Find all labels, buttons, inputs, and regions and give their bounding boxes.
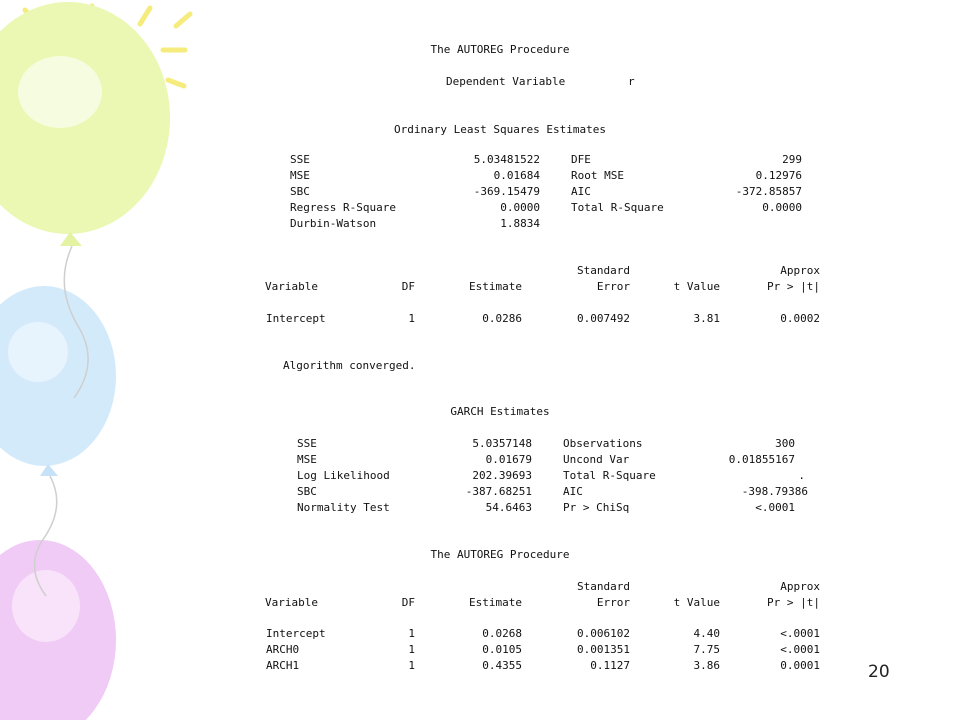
param-pr: <.0001 bbox=[780, 627, 820, 640]
param-tvalue: 4.40 bbox=[693, 627, 720, 640]
procedure-heading: The AUTOREG Procedure bbox=[430, 43, 570, 56]
param-pr: 0.0002 bbox=[780, 312, 820, 325]
stat-value: 0.01684 bbox=[493, 169, 540, 182]
col-header-pr: Pr > |t| bbox=[767, 280, 820, 293]
stat-label: Regress R-Square bbox=[290, 201, 396, 214]
col-header-variable: Variable bbox=[265, 596, 318, 609]
purple-balloon bbox=[0, 540, 116, 720]
col-header-approx: Approx bbox=[780, 264, 820, 277]
stat-value: 1.8834 bbox=[500, 217, 540, 230]
stat-label: Pr > ChiSq bbox=[563, 501, 630, 514]
stat-label: SSE bbox=[290, 153, 310, 166]
col-header-standard: Standard bbox=[577, 580, 630, 593]
param-variable: Intercept bbox=[266, 312, 326, 325]
dependent-variable-label: Dependent Variable bbox=[446, 75, 566, 88]
param-error: 0.007492 bbox=[577, 312, 630, 325]
stat-value: 5.0357148 bbox=[472, 437, 532, 450]
stat-value: -369.15479 bbox=[473, 185, 540, 198]
param-tvalue: 3.86 bbox=[693, 659, 720, 672]
stat-label: SSE bbox=[297, 437, 317, 450]
col-header-tvalue: t Value bbox=[673, 280, 720, 293]
param-estimate: 0.0286 bbox=[482, 312, 522, 325]
stat-value: 0.12976 bbox=[755, 169, 802, 182]
param-estimate: 0.0105 bbox=[482, 643, 522, 656]
yellow-balloon bbox=[0, 2, 170, 246]
stat-value: 0.0000 bbox=[762, 201, 802, 214]
stat-label: MSE bbox=[290, 169, 310, 182]
stat-value: 300 bbox=[775, 437, 795, 450]
param-variable: ARCH0 bbox=[266, 643, 300, 656]
col-header-error: Error bbox=[596, 596, 630, 609]
col-header-standard: Standard bbox=[577, 264, 630, 277]
param-df: 1 bbox=[408, 659, 415, 672]
col-header-approx: Approx bbox=[780, 580, 820, 593]
param-error: 0.006102 bbox=[577, 627, 630, 640]
dependent-variable-value: r bbox=[628, 75, 635, 88]
convergence-note: Algorithm converged. bbox=[283, 359, 416, 372]
stat-value: -372.85857 bbox=[735, 185, 802, 198]
stat-label: Normality Test bbox=[297, 501, 390, 514]
col-header-tvalue: t Value bbox=[673, 596, 720, 609]
procedure-heading: The AUTOREG Procedure bbox=[430, 548, 570, 561]
param-estimate: 0.0268 bbox=[482, 627, 522, 640]
stat-label: MSE bbox=[297, 453, 317, 466]
stat-value: 202.39693 bbox=[472, 469, 532, 482]
param-df: 1 bbox=[408, 627, 415, 640]
col-header-error: Error bbox=[596, 280, 630, 293]
stat-value: 0.01855167 bbox=[728, 453, 795, 466]
stat-value: 0.01679 bbox=[485, 453, 532, 466]
stat-value: -398.79386 bbox=[741, 485, 808, 498]
param-df: 1 bbox=[408, 643, 415, 656]
stat-label: Log Likelihood bbox=[297, 469, 390, 482]
page-number: 20 bbox=[868, 662, 890, 682]
stat-value: <.0001 bbox=[755, 501, 795, 514]
garch-title: GARCH Estimates bbox=[450, 405, 550, 418]
param-pr: <.0001 bbox=[780, 643, 820, 656]
param-tvalue: 7.75 bbox=[693, 643, 720, 656]
col-header-estimate: Estimate bbox=[469, 280, 522, 293]
stat-label: Uncond Var bbox=[563, 453, 630, 466]
stat-value: 54.6463 bbox=[485, 501, 532, 514]
param-error: 0.1127 bbox=[590, 659, 630, 672]
param-pr: 0.0001 bbox=[780, 659, 820, 672]
stat-value: 5.03481522 bbox=[473, 153, 540, 166]
stat-label: SBC bbox=[297, 485, 317, 498]
stat-label: AIC bbox=[563, 485, 583, 498]
ols-title: Ordinary Least Squares Estimates bbox=[394, 123, 606, 136]
param-tvalue: 3.81 bbox=[693, 312, 720, 325]
col-header-pr: Pr > |t| bbox=[767, 596, 820, 609]
stat-value: 0.0000 bbox=[500, 201, 540, 214]
param-variable: Intercept bbox=[266, 627, 326, 640]
col-header-df: DF bbox=[401, 596, 415, 609]
stat-label: DFE bbox=[571, 153, 591, 166]
stat-label: Observations bbox=[563, 437, 643, 450]
col-header-variable: Variable bbox=[265, 280, 318, 293]
stat-label: Durbin-Watson bbox=[290, 217, 377, 230]
stat-label: Total R-Square bbox=[571, 201, 664, 214]
stat-label: AIC bbox=[571, 185, 591, 198]
blue-balloon bbox=[0, 286, 116, 476]
col-header-df: DF bbox=[401, 280, 415, 293]
stat-label: Total R-Square bbox=[563, 469, 656, 482]
col-header-estimate: Estimate bbox=[469, 596, 522, 609]
stat-value: 299 bbox=[782, 153, 802, 166]
stat-label: SBC bbox=[290, 185, 310, 198]
param-df: 1 bbox=[408, 312, 415, 325]
stat-value: . bbox=[798, 469, 805, 482]
param-estimate: 0.4355 bbox=[482, 659, 522, 672]
param-variable: ARCH1 bbox=[266, 659, 300, 672]
stat-value: -387.68251 bbox=[465, 485, 532, 498]
stat-label: Root MSE bbox=[571, 169, 624, 182]
param-error: 0.001351 bbox=[577, 643, 630, 656]
